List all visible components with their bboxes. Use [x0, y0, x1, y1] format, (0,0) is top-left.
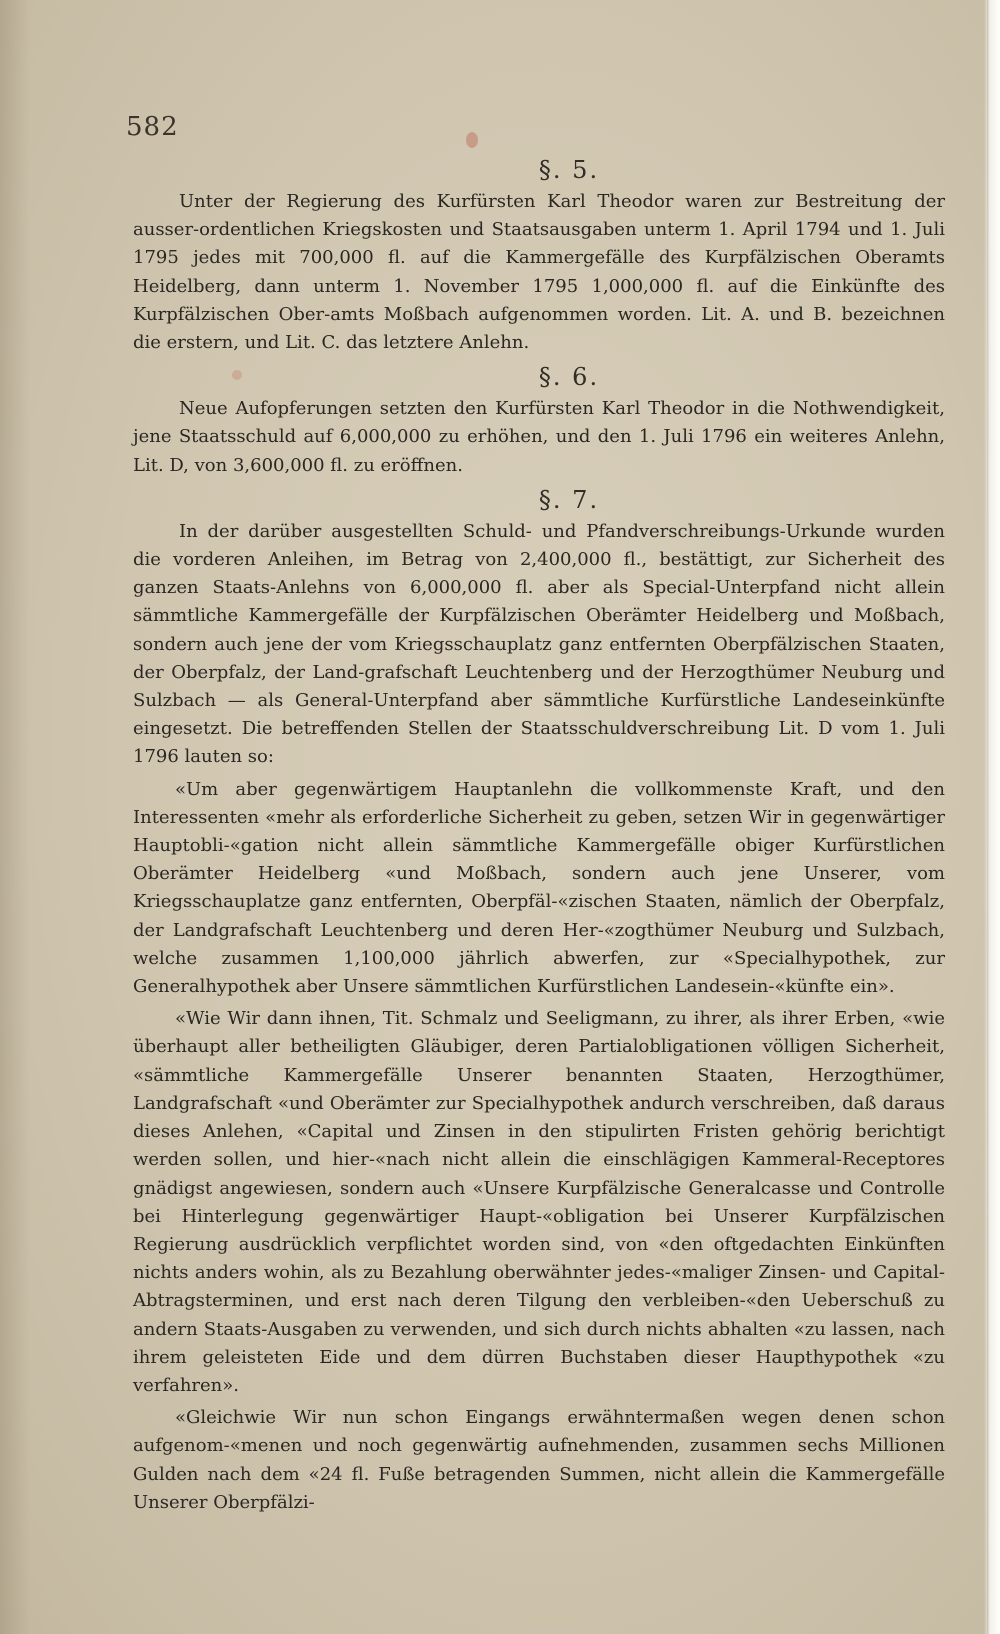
section-7 [133, 486, 945, 1517]
section-heading: §. 6. [538, 363, 600, 392]
section-heading: §. 5. [538, 156, 600, 184]
section-5 [133, 156, 945, 357]
quote-paragraph: «Gleichwie Wir nun schon Eingangs erwähntermaßen wegen denen schon aufgenom-«menen und noch gegenwärtig aufnehmenden, zusammen sechs Millionen Gulden nach dem «24 fl. Fuße betragenden Summen, nicht allein die Kammergefälle Unserer Oberpfälzi- [133, 1407, 945, 1513]
quote-paragraph: «Wie Wir dann ihnen, Tit. Schmalz und Seeligmann, zu ihrer, als ihrer Erben, «wie überhaupt aller betheiligten Gläubiger, deren Partialobligationen völligen Sicherheit, «sämmtliche Kammergefälle Unserer benannten Staaten, Herzogthümer, Landgrafschaft «und Oberämter zur Specialhypothek andurch verschreiben, daß daraus dieses Anlehen, «Capital und Zinsen in den stipulirten Fristen gehörig berichtigt werden sollen, und hier-«nach nicht allein die einschlägigen Kammeral-Receptores gnädigst angewiesen, sondern auch «Unsere Kurpfälzische Generalcasse und Controlle bei Hinterlegung gegenwärtiger Haupt-«obligation bei Unserer Kurpfälzischen Regierung ausdrücklich verpflichtet worden sind, von «den oftgedachten Einkünften nichts anders wohin, als zu Bezahlung oberwähnter jedes-«maliger Zinsen- und Capital-Abtragsterminen, und erst nach deren Tilgung den verbleiben-«den Ueberschuß zu andern Staats-Ausgaben zu verwenden, und sich durch nichts abhalten «zu lassen, nach ihrem geleisteten Eide und dem dürren Buchstaben dieser Haupthypothek «zu verfahren». [133, 1008, 945, 1396]
quote-paragraph: «Um aber gegenwärtigem Hauptanlehn die vollkommenste Kraft, und den Interessenten «mehr als erforderliche Sicherheit zu geben, setzen Wir in gegenwärtiger Hauptobli-«gation nicht allein sämmtliche Kammergefälle obiger Kurfürstlichen Oberämter Heidelberg «und Moßbach, sondern auch jene Unserer, vom Kriegsschauplatze ganz entfernten, Oberpfäl-«zischen Staaten, nämlich der Oberpfalz, der Landgrafschaft Leuchtenberg und deren Her-«zogthümer Neuburg und Sulzbach, welche zusammen 1,100,000 jährlich abwerfen, zur «Specialhypothek, zur Generalhypothek aber Unsere sämmtlichen Kurfürstlichen Landesein-«künfte ein». [133, 778, 945, 998]
paragraph: In der darüber ausgestellten Schuld- und Pfandverschreibungs-Urkunde wurden die vorderen Anleihen, im Betrag von 2,400,000 fl., bestättigt, zur Sicherheit des ganzen Staats-Anlehns von 6,000,000 fl. aber als Special-Unterpfand nicht allein sämmtliche Kammergefälle der Kurpfälzischen Oberämter Heidelberg und Moßbach, sondern auch jene der vom Kriegsschauplatz ganz entfernten Oberpfälzischen Staaten, der Oberpfalz, der Land-grafschaft Leuchtenberg und der Herzogthümer Neuburg und Sulzbach — als General-Unterpfand aber sämmtliche Kurfürstliche Landeseinkünfte eingesetzt. Die betreffenden Stellen der Staatsschuldverschreibung Lit. D vom 1. Juli 1796 lauten so: [133, 520, 945, 768]
page-shadow [0, 0, 30, 1634]
page-edge [984, 0, 1000, 1634]
page-body [133, 150, 945, 1519]
page-number: 582 [126, 112, 179, 142]
stain-mark [466, 132, 478, 148]
section-heading: §. 7. [538, 485, 600, 514]
paragraph: Unter der Regierung des Kurfürsten Karl Theodor waren zur Bestreitung der ausser-ordentlichen Kriegskosten und Staatsausgaben unterm 1. April 1794 und 1. Juli 1795 jedes mit 700,000 fl. auf die Kammergefälle des Kurpfälzischen Oberamts Heidelberg, dann unterm 1. November 1795 1,000,000 fl. auf die Einkünfte des Kurpfälzischen Ober-amts Moßbach aufgenommen worden. Lit. A. und B. bezeichnen die erstern, und Lit. C. das letztere Anlehn. [133, 191, 945, 354]
paragraph: Neue Aufopferungen setzten den Kurfürsten Karl Theodor in die Nothwendigkeit, jene Staatsschuld auf 6,000,000 zu erhöhen, und den 1. Juli 1796 ein weiteres Anlehn, Lit. D, von 3,600,000 fl. zu eröffnen. [133, 398, 945, 476]
section-6 [133, 363, 945, 480]
